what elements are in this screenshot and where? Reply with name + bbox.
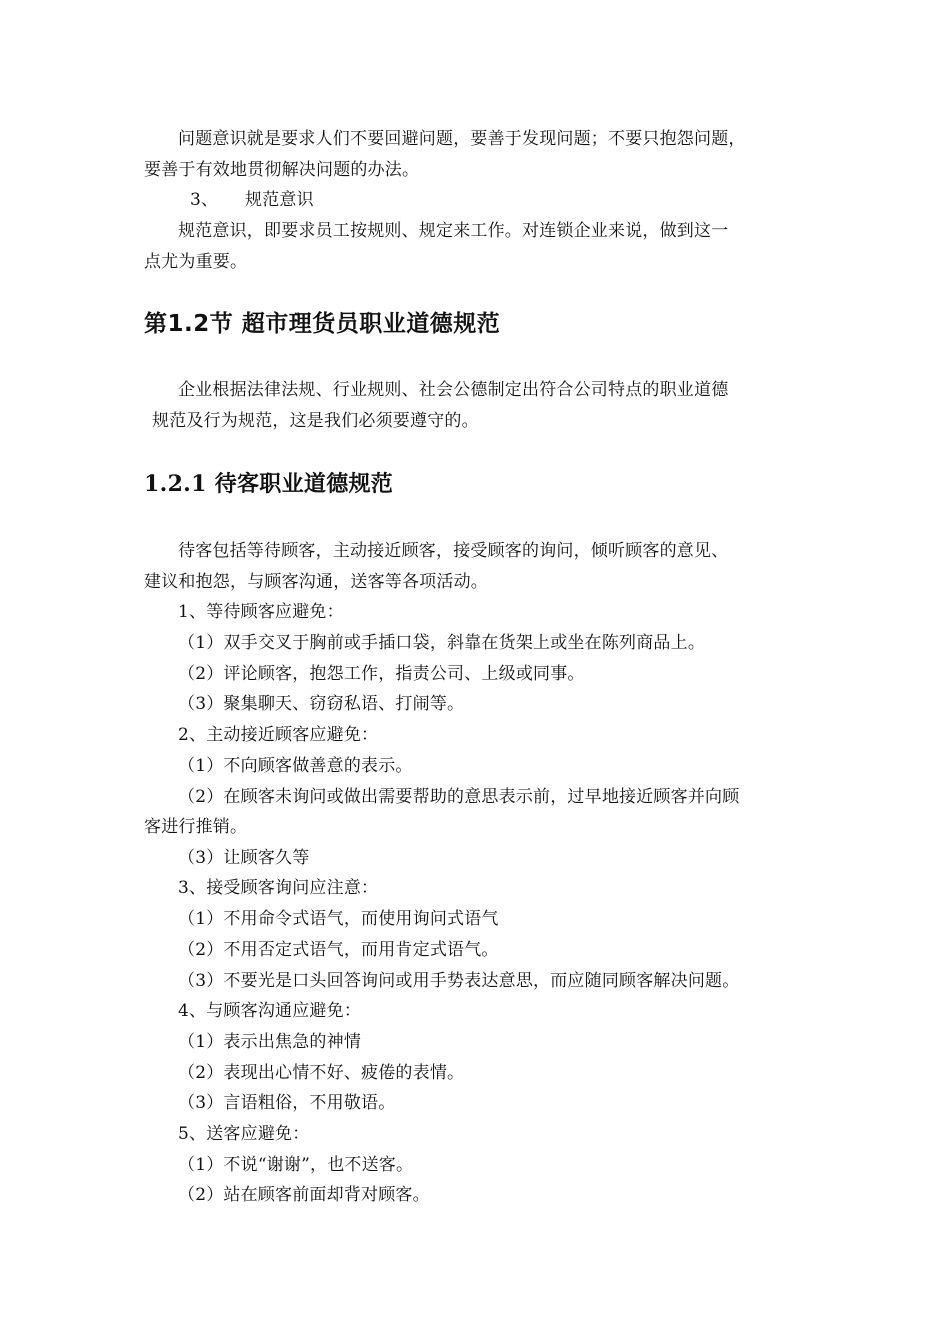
- list-item: （2）在顾客未询问或做出需要帮助的意思表示前，过早地接近顾客并向顾: [178, 787, 740, 807]
- list-group-title: 3、接受顾客询问应注意：: [178, 878, 379, 898]
- paragraph-line: 建议和抱怨，与顾客沟通，送客等各项活动。: [144, 572, 488, 592]
- list-number: 3、: [190, 190, 219, 210]
- list-label: 规范意识: [245, 190, 314, 210]
- list-item: （1）不向顾客做善意的表示。: [178, 756, 413, 776]
- list-item: （1）不用命令式语气，而使用询问式语气: [178, 909, 499, 929]
- list-item: （1）表示出焦急的神情: [178, 1032, 362, 1052]
- list-item: （2）站在顾客前面却背对顾客。: [178, 1185, 430, 1205]
- list-item: （1）双手交叉于胸前或手插口袋，斜靠在货架上或坐在陈列商品上。: [178, 633, 706, 653]
- list-item: （2）表现出心情不好、疲倦的表情。: [178, 1063, 465, 1083]
- list-group-title: 1、等待顾客应避免：: [178, 602, 344, 622]
- list-group-title: 5、送客应避免：: [178, 1124, 310, 1144]
- paragraph-line: 要善于有效地贯彻解决问题的办法。: [144, 160, 420, 180]
- list-item: （3）言语粗俗，不用敬语。: [178, 1093, 396, 1113]
- section-heading: 第1.2节 超市理货员职业道德规范: [144, 311, 501, 337]
- paragraph-line: 点尤为重要。: [144, 252, 248, 272]
- list-item: （2）评论顾客，抱怨工作，指责公司、上级或同事。: [178, 664, 585, 684]
- subsection-heading: 1.2.1 待客职业道德规范: [144, 471, 394, 497]
- paragraph-line: 企业根据法律法规、行业规则、社会公德制定出符合公司特点的职业道德: [178, 380, 729, 400]
- paragraph-line: 待客包括等待顾客，主动接近顾客，接受顾客的询问，倾听顾客的意见、: [178, 541, 729, 561]
- list-item: （1）不说“谢谢”，也不送客。: [178, 1155, 414, 1175]
- paragraph-line: 规范及行为规范，这是我们必须要遵守的。: [152, 411, 479, 431]
- paragraph-line: 规范意识，即要求员工按规则、规定来工作。对连锁企业来说，做到这一: [178, 221, 729, 241]
- list-item: （3）让顾客久等: [178, 848, 310, 868]
- list-item: （2）不用否定式语气，而用肯定式语气。: [178, 940, 499, 960]
- list-item: （3）聚集聊天、窃窃私语、打闹等。: [178, 694, 465, 714]
- paragraph-line: 问题意识就是要求人们不要回避问题，要善于发现问题；不要只抱怨问题，: [178, 129, 746, 149]
- list-item: （3）不要光是口头回答询问或用手势表达意思，而应随同顾客解决问题。: [178, 971, 740, 991]
- list-item-continuation: 客进行推销。: [144, 817, 248, 837]
- list-group-title: 2、主动接近顾客应避免：: [178, 725, 379, 745]
- list-group-title: 4、与顾客沟通应避免：: [178, 1001, 362, 1021]
